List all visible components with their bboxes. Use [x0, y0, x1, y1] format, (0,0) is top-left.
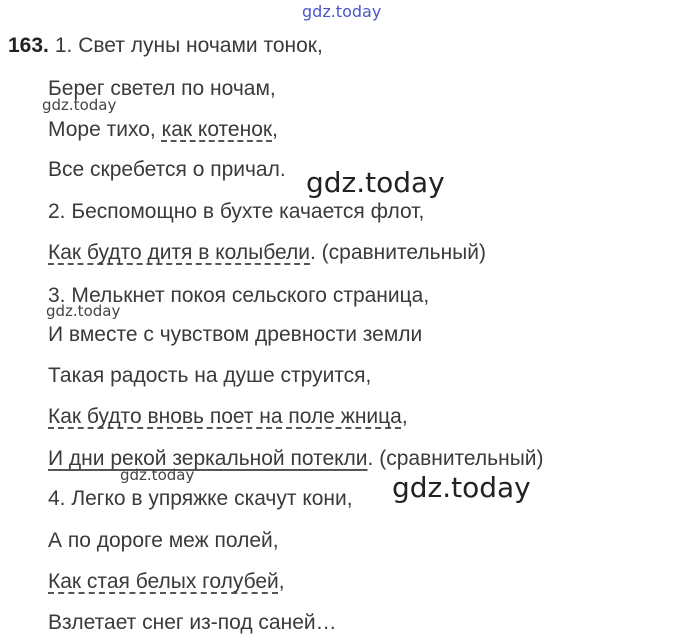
line-12-text: 4. Легко в упряжке скачут кони,: [48, 487, 353, 510]
line-5-text: 2. Беспомощно в бухте качается флот,: [48, 200, 425, 223]
line-3-prefix: Море тихо,: [48, 118, 162, 141]
exercise-line-13: [48, 528, 279, 554]
line-13-text: А по дороге меж полей,: [48, 529, 279, 552]
exercise-line-3: [48, 117, 278, 143]
watermark-big-2: gdz.today: [392, 471, 531, 504]
line-15-text: Взлетает снег из-под саней…: [48, 611, 337, 634]
line-2-text: Берег светел по ночам,: [48, 77, 276, 100]
line-7-text: 3. Мелькнет покоя сельского страница,: [48, 284, 430, 307]
exercise-line-1: [8, 33, 323, 59]
watermark-small-1: gdz.today: [42, 96, 117, 114]
line-6-suffix: . (сравнительный): [310, 241, 486, 264]
line-10-suffix: ,: [401, 405, 408, 428]
line-1-text: 1. Свет луны ночами тонок,: [54, 34, 323, 57]
exercise-line-8: [48, 322, 422, 348]
comparison-phrase-3: Как будто вновь поет на поле жница: [48, 405, 402, 428]
exercise-line-15: [48, 610, 337, 636]
comparison-phrase-1: как котенок: [161, 118, 273, 141]
exercise-line-12: [48, 486, 353, 512]
line-3-suffix: ,: [272, 118, 278, 141]
exercise-line-10: [48, 404, 408, 430]
task-number: 163.: [8, 34, 49, 57]
line-9-text: Такая радость на душе струится,: [48, 364, 372, 387]
exercise-line-5: [48, 199, 424, 225]
watermark-top: gdz.today: [302, 2, 382, 21]
exercise-line-14: [48, 569, 285, 595]
exercise-line-9: [48, 363, 371, 389]
watermark-big-1: gdz.today: [306, 166, 445, 199]
watermark-small-3: gdz.today: [120, 466, 195, 484]
comparison-phrase-2: Как будто дитя в колыбели: [48, 241, 310, 264]
watermark-small-2: gdz.today: [46, 302, 121, 320]
line-11-suffix: . (сравнительный): [367, 447, 544, 470]
line-14-suffix: ,: [278, 570, 285, 593]
comparison-phrase-5: Как стая белых голубей: [48, 570, 279, 593]
exercise-line-4: [48, 157, 286, 183]
line-4-text: Все скребется о причал.: [48, 158, 286, 181]
line-8-text: И вместе с чувством древности земли: [48, 323, 423, 346]
exercise-line-6: [48, 240, 486, 266]
comparison-phrase-4: И дни рекой зеркальной потекли: [48, 447, 368, 470]
